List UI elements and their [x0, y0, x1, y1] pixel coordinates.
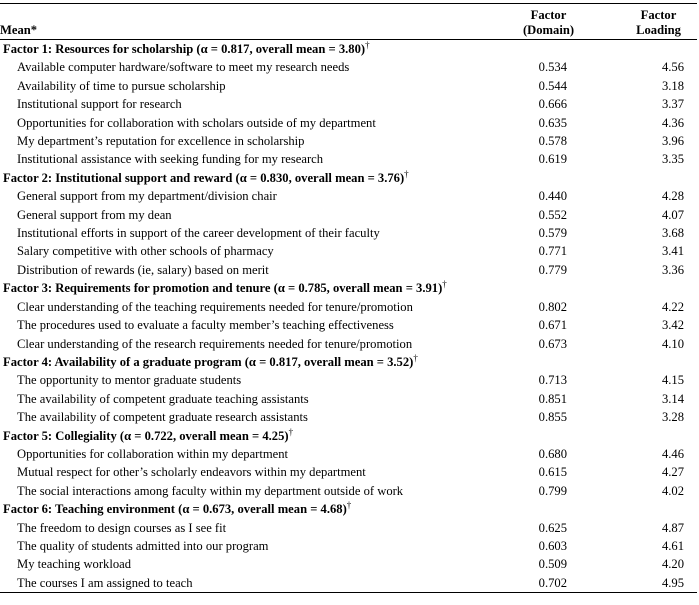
factor-loading-value: 4.28: [661, 189, 684, 204]
factor-analysis-table: [0, 3, 697, 593]
factor-domain-value: 0.625: [538, 520, 567, 535]
table-row: [0, 58, 697, 76]
factor-loading-value: 3.35: [661, 152, 684, 167]
factor-title: Factor 4: Availability of a graduate program (α = 0.817, overall mean = 3.52): [3, 354, 414, 369]
factor-title: Factor 5: Collegiality (α = 0.722, overall mean = 4.25): [3, 428, 289, 443]
table-row: [0, 206, 697, 224]
factor-domain-value: 0.579: [538, 226, 567, 241]
item-label: The procedures used to evaluate a faculty member’s teaching effectiveness: [17, 318, 394, 333]
table-header-row: [0, 4, 697, 40]
factor-domain-value: 0.851: [538, 391, 567, 406]
factor-domain-value: 0.635: [538, 115, 567, 130]
factor-heading: [0, 353, 697, 371]
item-label: General support from my dean: [17, 207, 172, 222]
table-row: [0, 371, 697, 389]
header-mean: Mean*: [0, 4, 477, 40]
factor-loading-value: 4.46: [661, 446, 684, 461]
factor-heading: [0, 40, 697, 59]
item-label: The quality of students admitted into our program: [17, 538, 269, 553]
factor-loading-value: 3.28: [661, 410, 684, 425]
factor-heading-row: [0, 40, 697, 59]
dagger-footnote-mark: †: [442, 279, 447, 290]
table-row: [0, 242, 697, 260]
table-row: [0, 574, 697, 593]
factor-domain-value: 0.666: [538, 97, 567, 112]
item-label: The opportunity to mentor graduate students: [17, 373, 242, 388]
item-label: Institutional efforts in support of the career development of their faculty: [17, 226, 380, 241]
table-row: [0, 298, 697, 316]
table-row: [0, 77, 697, 95]
factor-domain-value: 0.509: [538, 557, 567, 572]
factor-loading-value: 4.02: [661, 483, 684, 498]
factor-loading-value: 4.15: [661, 373, 684, 388]
factor-loading-value: 3.18: [661, 78, 684, 93]
factor-loading-value: 3.37: [661, 97, 684, 112]
factor-domain-value: 0.702: [477, 574, 620, 593]
item-label: Institutional support for research: [17, 97, 182, 112]
factor-domain-value: 0.855: [538, 410, 567, 425]
item-label: Institutional assistance with seeking funding for my research: [17, 152, 324, 167]
factor-domain-value: 0.771: [538, 244, 567, 259]
item-label: Available computer hardware/software to meet my research needs: [17, 60, 350, 75]
table-row: [0, 316, 697, 334]
dagger-footnote-mark: †: [404, 168, 409, 179]
table-row: [0, 150, 697, 168]
item-label: The freedom to design courses as I see fit: [17, 520, 227, 535]
factor-domain-value: 0.615: [538, 465, 567, 480]
factor-heading-row: [0, 427, 697, 445]
dagger-footnote-mark: †: [365, 40, 370, 50]
item-label: The availability of competent graduate teaching assistants: [17, 391, 309, 406]
item-label: Clear understanding of the research requirements needed for tenure/promotion: [17, 336, 413, 351]
factor-heading-row: [0, 353, 697, 371]
table-row: [0, 132, 697, 150]
dagger-footnote-mark: †: [288, 426, 294, 437]
factor-loading-value: 3.96: [661, 134, 684, 149]
table-row: [0, 537, 697, 555]
factor-loading-value: 4.20: [661, 557, 684, 572]
item-label: Mutual respect for other’s scholarly endeavors within my department: [17, 465, 366, 480]
factor-domain-value: 0.673: [538, 336, 567, 351]
factor-domain-value: 0.578: [538, 134, 567, 149]
factor-loading-value: 4.10: [661, 336, 684, 351]
header-factor-domain: [477, 4, 620, 40]
factor-domain-value: 0.671: [538, 318, 567, 333]
factor-domain-value: 0.799: [538, 483, 567, 498]
factor-domain-value: 0.534: [538, 60, 567, 75]
table-row: [0, 555, 697, 573]
factor-loading-value: 3.36: [661, 262, 684, 277]
factor-loading-value: 4.27: [661, 465, 684, 480]
table-row: [0, 390, 697, 408]
header-loading-line2: Loading: [636, 23, 681, 37]
factor-title: Factor 6: Teaching environment (α = 0.673, overall mean = 4.68): [3, 502, 347, 517]
factor-heading: [0, 279, 697, 297]
item-label: The social interactions among faculty within my department outside of work: [17, 483, 404, 498]
factor-loading-value: 4.07: [661, 207, 684, 222]
table-row: [0, 519, 697, 537]
item-label: The availability of competent graduate research assistants: [17, 410, 308, 425]
factor-domain-value: 0.680: [538, 446, 567, 461]
header-factor-loading: [620, 4, 697, 40]
factor-loading-value: 4.36: [661, 115, 684, 130]
table-row: [0, 463, 697, 481]
item-label: General support from my department/division chair: [17, 189, 277, 204]
factor-domain-value: 0.619: [538, 152, 567, 167]
item-label: The courses I am assigned to teach: [0, 574, 477, 593]
item-label: Opportunities for collaboration with scholars outside of my department: [17, 115, 376, 130]
factor-heading: [0, 427, 697, 445]
header-loading-line1: Factor: [640, 8, 677, 22]
factor-heading: [0, 500, 697, 518]
table-row: [0, 261, 697, 279]
factor-loading-value: 4.95: [620, 574, 697, 593]
table-row: [0, 114, 697, 132]
factor-heading: [0, 169, 697, 187]
item-label: Distribution of rewards (ie, salary) based on merit: [17, 262, 269, 277]
factor-domain-value: 0.440: [538, 189, 567, 204]
factor-heading-row: [0, 279, 697, 297]
factor-title: Factor 1: Resources for scholarship (α = 0.817, overall mean = 3.80): [3, 42, 366, 56]
factor-loading-value: 4.56: [661, 60, 684, 75]
factor-heading-row: [0, 169, 697, 187]
item-label: Clear understanding of the teaching requirements needed for tenure/promotion: [17, 299, 413, 314]
item-label: Opportunities for collaboration within my department: [17, 446, 289, 461]
table-row: [0, 335, 697, 353]
factor-loading-value: 3.68: [661, 226, 684, 241]
factor-domain-value: 0.552: [538, 207, 567, 222]
table-row: [0, 95, 697, 113]
factor-heading-row: [0, 500, 697, 518]
table-row: [0, 445, 697, 463]
factor-title: Factor 2: Institutional support and reward (α = 0.830, overall mean = 3.76): [3, 170, 405, 185]
factor-title: Factor 3: Requirements for promotion and tenure (α = 0.785, overall mean = 3.91): [3, 281, 443, 296]
factor-loading-value: 4.61: [661, 538, 684, 553]
factor-loading-value: 3.42: [661, 318, 684, 333]
factor-domain-value: 0.713: [538, 373, 567, 388]
factor-domain-value: 0.802: [538, 299, 567, 314]
factor-domain-value: 0.603: [538, 538, 567, 553]
table-body: [0, 40, 697, 593]
factor-domain-value: 0.544: [538, 78, 567, 93]
factor-loading-value: 3.41: [661, 244, 684, 259]
factor-loading-value: 3.14: [661, 391, 684, 406]
table-row: [0, 482, 697, 500]
dagger-footnote-mark: †: [346, 500, 352, 511]
header-domain-line2: (Domain): [522, 23, 575, 37]
dagger-footnote-mark: †: [413, 352, 418, 363]
factor-domain-value: 0.779: [538, 262, 567, 277]
table-row: [0, 187, 697, 205]
table-row: [0, 224, 697, 242]
item-label: Availability of time to pursue scholarship: [17, 78, 226, 93]
header-domain-line1: Factor: [530, 8, 567, 22]
factor-loading-value: 4.87: [661, 520, 684, 535]
item-label: My department’s reputation for excellence in scholarship: [17, 134, 305, 149]
item-label: My teaching workload: [17, 557, 132, 572]
factor-loading-value: 4.22: [661, 299, 684, 314]
item-label: Salary competitive with other schools of pharmacy: [17, 244, 274, 259]
table-row: [0, 408, 697, 426]
